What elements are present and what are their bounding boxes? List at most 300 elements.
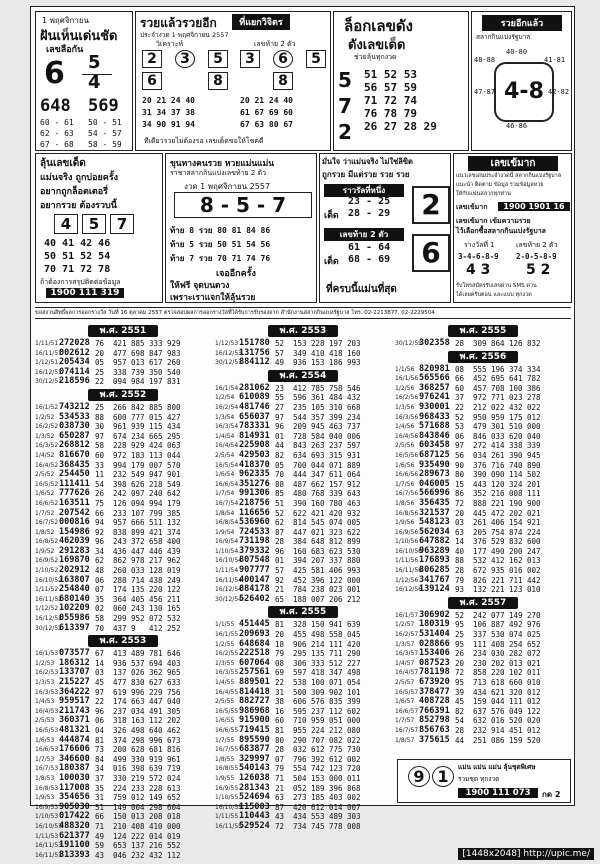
path-row: ท้าย 8 รวย 80 81 84 86	[170, 226, 271, 235]
prize-number: 900	[527, 498, 541, 508]
first-prize: 650287	[59, 430, 90, 441]
first-prize: 895590	[239, 734, 270, 745]
prize-number: 224	[311, 725, 325, 735]
prize-number: 899	[347, 537, 361, 547]
prize-number: 492	[509, 620, 523, 630]
prize-number: 399	[329, 412, 343, 422]
year-header: พ.ศ. 2555	[268, 606, 338, 618]
result-row	[35, 624, 211, 634]
prize-number: 183	[131, 450, 145, 460]
prize-number: 396	[311, 575, 325, 585]
prize-number: 45	[95, 678, 105, 687]
prize-number: 972	[473, 393, 487, 403]
path-head: ขุนทางคนรวย หวยแม่นแม่น	[170, 159, 275, 169]
prize-number: 95	[455, 639, 465, 649]
prize-number: 622	[293, 508, 307, 518]
prize-number: 606	[293, 697, 307, 707]
prize-number: 52	[275, 339, 285, 348]
first-prize: 222518	[239, 648, 270, 659]
draw-date: 1/7/54	[215, 490, 235, 498]
prize-number: 374	[167, 527, 181, 537]
first-prize: 610089	[239, 392, 270, 403]
prize-number: 887	[491, 620, 505, 630]
conf-pair: 61 - 64	[348, 242, 391, 253]
hot-digit: 5	[82, 214, 106, 234]
prize-number: 28	[275, 537, 285, 547]
prize-number: 044	[167, 450, 181, 460]
prize-number: 758	[329, 383, 343, 393]
prize-number: 612	[329, 754, 343, 764]
prize-number: 955	[293, 725, 307, 735]
prize-number: 694	[149, 658, 163, 668]
prize-number: 57	[275, 348, 285, 358]
draw-date: 1/2/55	[215, 640, 235, 648]
draw-date: 16/11/54	[215, 576, 242, 584]
first-prize: 540143	[239, 763, 270, 774]
prize-number: 412	[293, 383, 307, 393]
first-prize: 126038	[239, 772, 270, 783]
first-prize: 571688	[419, 421, 450, 432]
first-prize: 209693	[239, 629, 270, 640]
draw-date: 1/7/53	[35, 755, 55, 763]
prize-number: 477	[113, 348, 127, 358]
prize-number: 959	[311, 716, 325, 726]
hot-digit-row	[54, 214, 134, 234]
draw-date: 1/12/53	[215, 340, 239, 347]
prize-number: 612	[311, 802, 325, 812]
prize-number: 756	[167, 687, 181, 697]
hot-digit: 7	[110, 214, 134, 234]
draw-date: 1/2/52	[35, 413, 55, 421]
conf-big-2: 6	[412, 234, 450, 272]
prize-number: 600	[113, 412, 127, 422]
first-prize: 648684	[239, 638, 270, 649]
prize-number: 49	[95, 831, 105, 841]
prize-number: 51	[275, 498, 285, 508]
prize-number: 901	[167, 470, 181, 480]
prize-number: 713	[473, 678, 487, 687]
prize-number: 621	[491, 687, 505, 697]
first-prize: 882727	[239, 696, 270, 707]
first-prize: 321537	[419, 507, 450, 518]
prize-number: 95	[455, 620, 465, 630]
hot-phone: 1900 111 319	[46, 288, 124, 298]
prize-number: 681	[149, 745, 163, 755]
prize-number: 04	[95, 725, 105, 735]
prize-number: 627	[149, 678, 163, 687]
prize-number: 420	[347, 639, 361, 649]
prize-number: 663	[131, 697, 145, 707]
locked-num: 51	[364, 68, 378, 81]
draw-date: 1/6/54	[215, 471, 235, 479]
prize-number: 595	[293, 706, 307, 716]
first-prize: 444874	[59, 734, 90, 745]
prize-number: 396	[329, 783, 343, 793]
prize-number: 87	[275, 802, 285, 812]
prize-number: 60	[95, 450, 105, 460]
first-prize: 163511	[59, 497, 90, 508]
prize-number: 044	[491, 697, 505, 707]
prize-number: 88	[455, 556, 465, 566]
prize-number: 357	[311, 412, 325, 422]
first-prize: 356435	[419, 497, 450, 508]
prize-number: 498	[311, 630, 325, 640]
prize-number: 111	[527, 489, 541, 499]
prize-number: 63	[275, 793, 285, 803]
prize-number: 399	[347, 697, 361, 707]
far-ring-number: 47-87	[474, 88, 496, 96]
prize-number: 216	[491, 489, 505, 499]
prize-number: 305	[167, 706, 181, 716]
prize-number: 374	[509, 364, 523, 374]
prize-number: 714	[131, 575, 145, 585]
prize-number: 511	[149, 518, 163, 528]
first-prize: 139124	[419, 584, 450, 595]
rich-col-1: วิเคราะห์	[156, 40, 184, 48]
notice-strip: ขอสงวนสิทธิ์ผลการออกรางวัล วันที่ 16 ตุลาคม 2557 ตรวจสอบผลการออกรางวัลที่ได้รับการรับรองจาก สำนักงานสลากกินแบ่งรัฐบาล โทร. 02-2213877, 02-2229504	[35, 307, 571, 319]
prize-number: 126	[113, 498, 127, 508]
hot-title: ลุ้นเลขเด็ด	[40, 158, 86, 169]
prize-number: 814	[293, 518, 307, 528]
prize-number: 633	[167, 678, 181, 687]
prize-number: 130	[149, 604, 163, 614]
prize-number: 11	[95, 470, 105, 480]
prize-number: 01	[275, 556, 285, 566]
prize-number: 618	[491, 678, 505, 687]
first-prize: 038730	[59, 421, 90, 432]
draw-date: 1/10/54	[215, 547, 239, 555]
prize-number: 224	[527, 527, 541, 537]
hot-foot: ถ้าต้องการสรุปติดต่อข้อมูล	[40, 278, 121, 286]
draw-date: 16/4/55	[215, 688, 239, 696]
prize-number: 700	[293, 460, 307, 470]
prize-number: 232	[131, 850, 145, 860]
prize-number: 101	[347, 687, 361, 697]
prize-number: 81	[275, 620, 285, 630]
prize-number: 412	[149, 623, 163, 633]
prize-number: 012	[527, 697, 541, 707]
first-prize: 329997	[239, 753, 270, 764]
rich-number-row: 20 21 24 40	[240, 96, 293, 105]
first-prize: 451445	[239, 619, 270, 630]
draw-date: 16/2/52	[35, 423, 59, 431]
prize-number: 842	[131, 402, 145, 412]
prize-number: 641	[509, 374, 523, 384]
locked-grid	[364, 68, 466, 133]
prize-number: 217	[149, 556, 163, 566]
prize-number: 23	[275, 383, 285, 393]
box-locked-numbers	[333, 11, 469, 151]
prize-number: 596	[293, 393, 307, 403]
rich-footer: ทีเดียวรวยไม่ต้องรอ เลขเด็ดขอให้โชคดี	[144, 137, 264, 145]
draw-date: 16/2/54	[215, 403, 239, 411]
first-prize: 225908	[239, 440, 270, 451]
prize-number: 33	[95, 460, 105, 470]
prize-number: 472	[491, 508, 505, 518]
prize-number: 484	[329, 393, 343, 403]
draw-date: 1/8/54	[215, 509, 235, 517]
prize-number: 57	[275, 566, 285, 576]
prize-number: 31	[275, 687, 285, 697]
prize-number: 290	[293, 735, 307, 745]
prize-number: 30	[95, 422, 105, 432]
prize-number: 771	[491, 393, 505, 403]
prize-number: 96	[95, 537, 105, 547]
prize-number: 054	[347, 678, 361, 687]
prize-number: 413	[113, 649, 127, 659]
prize-number: 123	[329, 764, 343, 774]
prize-number: 013	[509, 658, 523, 668]
prize-number: 221	[491, 575, 505, 585]
prize-number: 97	[95, 431, 105, 441]
prize-number: 457	[473, 383, 487, 393]
year-header: พ.ศ. 2553	[88, 635, 158, 647]
box-footer-promo	[397, 759, 571, 803]
prize-number: 711	[329, 649, 343, 659]
locked-num: 28	[403, 120, 417, 133]
prize-number: 868	[347, 783, 361, 793]
draw-date: 1/2/54	[215, 394, 235, 402]
prize-number: 945	[527, 450, 541, 460]
prize-number: 002	[527, 566, 541, 576]
draw-date: 1/4/55	[215, 679, 235, 686]
dream-subtitle: เลขลือกัน	[46, 45, 84, 55]
prize-number: 000	[167, 821, 181, 831]
prize-number: 96	[95, 706, 105, 716]
prize-number: 67	[95, 649, 105, 659]
prize-number: 648	[311, 537, 325, 547]
prize-number: 240	[149, 489, 163, 499]
draw-date: 16/5/54	[215, 461, 239, 469]
prize-number: 932	[347, 508, 361, 518]
prize-number: 120	[491, 479, 505, 489]
prize-number: 85	[275, 489, 285, 499]
draw-date: 1/7/56	[395, 480, 415, 488]
prize-number: 221	[491, 498, 505, 508]
prize-number: 107	[131, 508, 145, 518]
first-prize: 100030	[59, 772, 90, 783]
draw-date: 1/12/51	[35, 359, 59, 367]
prize-number: 34	[95, 764, 105, 774]
prize-number: 018	[167, 812, 181, 822]
result-row	[35, 377, 211, 387]
prize-number: 862	[113, 556, 127, 566]
prize-number: 414	[491, 441, 505, 451]
prize-number: 52	[455, 412, 465, 422]
prize-number: 214	[311, 639, 325, 649]
year-header: พ.ศ. 2551	[88, 325, 158, 337]
prize-number: 149	[509, 610, 523, 620]
first-prize: 133707	[59, 667, 90, 678]
prize-number: 209	[293, 422, 307, 432]
prize-number: 86	[455, 489, 465, 499]
prize-number: 160	[311, 498, 325, 508]
prize-number: 324	[509, 479, 523, 489]
first-prize: 291283	[59, 545, 90, 556]
prize-number: 652	[167, 793, 181, 803]
draw-date: 16/11/53	[35, 842, 62, 850]
prize-number: 197	[329, 339, 343, 348]
prize-number: 242	[473, 610, 487, 620]
prize-number: 711	[509, 575, 523, 585]
first-prize: 843846	[419, 430, 450, 441]
prize-number: 452	[473, 374, 487, 384]
prize-number: 742	[311, 764, 325, 774]
prize-number: 600	[527, 537, 541, 547]
prize-number: 361	[311, 393, 325, 403]
first-prize: 820981	[419, 363, 450, 374]
prize-number: 071	[329, 678, 343, 687]
first-prize: 683877	[239, 744, 270, 755]
draw-date: 1/4/56	[395, 423, 415, 431]
prize-number: 016	[113, 764, 127, 774]
conf-label-2: เต็ด	[324, 211, 339, 221]
box-dream-numbers	[35, 11, 133, 151]
prize-number: 424	[149, 441, 163, 451]
prize-number: 390	[293, 498, 307, 508]
prize-number: 386	[527, 383, 541, 393]
prize-number: 532	[167, 614, 181, 624]
prize-number: 90	[455, 460, 465, 470]
prize-number: 227	[347, 658, 361, 668]
draw-date: 16/12/54	[215, 586, 242, 594]
strong-col-1: รางวัลที่ 1	[464, 241, 495, 249]
first-prize: 930001	[419, 401, 450, 412]
prize-number: 445	[473, 508, 487, 518]
prize-number: 310	[329, 402, 343, 412]
path-date: งวด 1 พฤศจิกายน 2557	[184, 182, 271, 191]
prize-number: 080	[347, 725, 361, 735]
prize-number: 111	[473, 639, 487, 649]
prize-number: 799	[149, 508, 163, 518]
first-prize: 102209	[59, 603, 90, 614]
draw-date: 2/5/53	[35, 717, 55, 725]
prize-number: 008	[509, 489, 523, 499]
draw-date: 16/5/56	[395, 451, 419, 459]
box-rich-again	[135, 11, 331, 151]
prize-number: 642	[167, 489, 181, 499]
prize-number: 510	[509, 422, 523, 432]
prize-number: 92	[95, 527, 105, 537]
prize-number: 35	[95, 783, 105, 793]
rich-title: รวยแล้วรวยอีก	[140, 16, 217, 30]
prize-number: 59	[95, 841, 105, 851]
prize-number: 278	[527, 393, 541, 403]
first-prize: 429503	[239, 449, 270, 460]
prize-number: 02	[95, 604, 105, 614]
far-title: รวยอีกแล้ว	[482, 15, 562, 31]
draw-date: 16/12/52	[35, 615, 62, 623]
prize-number: 122	[329, 575, 343, 585]
prize-number: 004	[131, 802, 145, 812]
prize-number: 555	[473, 364, 487, 374]
prize-number: 406	[491, 518, 505, 528]
prize-number: 683	[311, 546, 325, 556]
far-octagon: 4-8	[494, 62, 554, 122]
prize-number: 232	[473, 725, 487, 735]
prize-number: 303	[347, 812, 361, 822]
prize-number: 60	[275, 716, 285, 726]
prize-number: 074	[329, 518, 343, 528]
prize-number: 201	[527, 479, 541, 489]
prize-number: 707	[311, 735, 325, 745]
prize-number: 619	[113, 687, 127, 697]
prize-number: 498	[131, 725, 145, 735]
first-prize: 354656	[59, 792, 90, 803]
result-row	[215, 822, 391, 832]
prize-number: 754	[491, 527, 505, 537]
prize-number: 831	[167, 377, 181, 387]
prize-number: 72	[455, 498, 465, 508]
prize-number: 452	[293, 575, 307, 585]
draw-date: 16/5/57	[395, 688, 419, 696]
prize-number: 558	[329, 630, 343, 640]
prize-number: 620	[509, 431, 523, 441]
prize-number: 315	[329, 450, 343, 460]
prize-number: 984	[131, 377, 145, 387]
year-header: พ.ศ. 2557	[448, 597, 518, 609]
prize-number: 408	[491, 639, 505, 649]
first-prize: 151780	[239, 338, 270, 348]
prize-number: 040	[167, 697, 181, 707]
first-prize: 378477	[419, 686, 450, 697]
prize-number: 347	[311, 470, 325, 480]
draw-date: 16/7/53	[35, 765, 59, 773]
prize-number: 95	[455, 678, 465, 687]
prize-number: 885	[131, 339, 145, 348]
conf-label-3: เลขท้าย 2 ตัว	[324, 228, 404, 241]
dream-big-digit: 6	[44, 56, 65, 91]
conf-big-1: 2	[412, 186, 450, 224]
prize-number: 060	[113, 604, 127, 614]
hot-nums: 70 71 72 78	[44, 264, 111, 275]
first-prize: 281343	[239, 782, 270, 793]
first-prize: 073577	[59, 648, 90, 659]
prize-number: 662	[311, 479, 325, 489]
prize-number: 295	[167, 431, 181, 441]
prize-number: 929	[131, 441, 145, 451]
prize-number: 270	[527, 610, 541, 620]
first-prize: 218596	[59, 376, 90, 387]
prize-number: 07	[95, 585, 105, 595]
prize-number: 22	[275, 678, 285, 687]
prize-number: 499	[113, 754, 127, 764]
rich-digit: 6	[273, 50, 293, 68]
prize-number: 202	[509, 508, 523, 518]
draw-date: 2/5/52	[35, 471, 55, 479]
prize-number: 224	[113, 783, 127, 793]
prize-number: 62	[275, 518, 285, 528]
locked-num: 26	[364, 120, 378, 133]
prize-number: 105	[311, 402, 325, 412]
prize-number: 022	[491, 402, 505, 412]
draw-date: 16/6/56	[395, 471, 419, 479]
prize-number: 444	[293, 470, 307, 480]
locked-num: 57	[383, 81, 398, 94]
locked-digit: 2	[338, 120, 352, 144]
results-column-1	[35, 323, 211, 860]
prize-number: 730	[347, 745, 361, 755]
prize-number: 491	[149, 706, 163, 716]
prize-number: 033	[491, 431, 505, 441]
prize-number: 80	[455, 470, 465, 480]
prize-number: 462	[167, 725, 181, 735]
prize-number: 002	[347, 754, 361, 764]
prize-number: 390	[509, 450, 523, 460]
prize-number: 203	[347, 339, 361, 348]
dream-small-2: 50 - 51	[88, 118, 122, 127]
locked-num: 72	[383, 94, 398, 107]
